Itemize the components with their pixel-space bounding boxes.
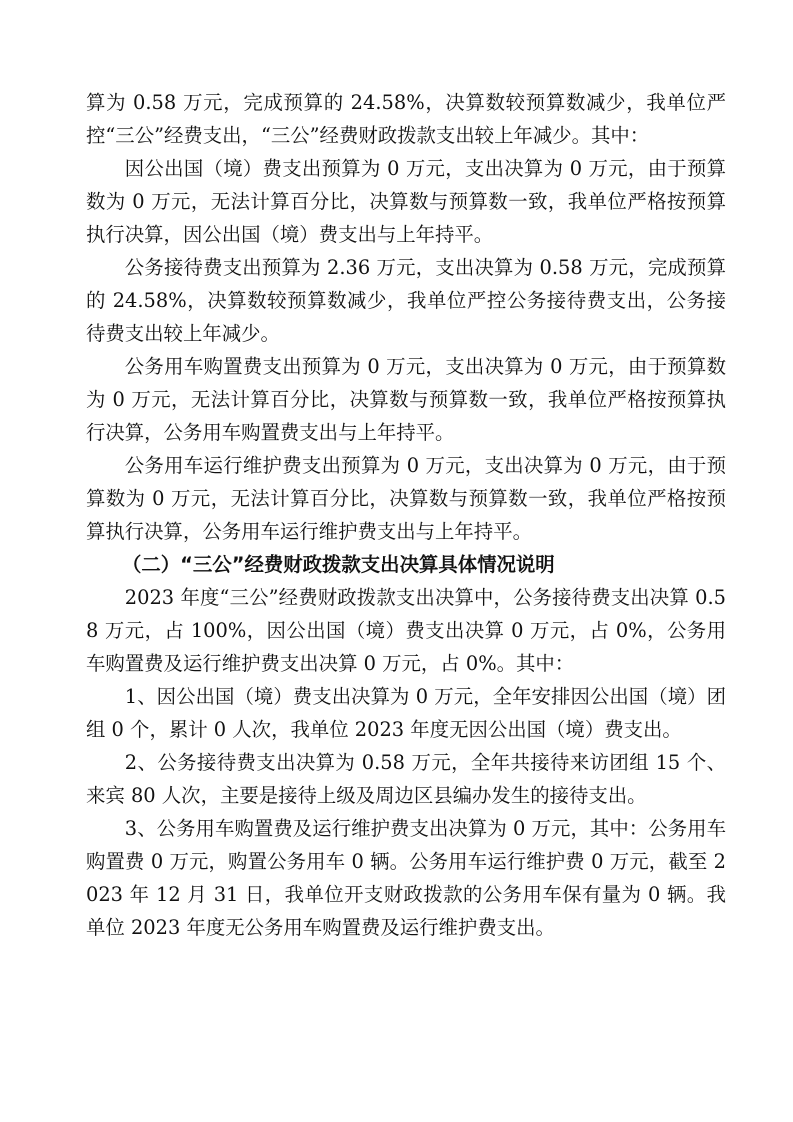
paragraph-section-summary: 2023 年度“三公”经费财政拨款支出决算中，公务接待费支出决算 0.58 万元，占 100%，因公出国（境）费支出决算 0 万元，占 0%，公务用车购置费及运行维护费支出决算 0 万元，占 0%。其中： bbox=[86, 586, 726, 675]
paragraph-continuation: 算为 0.58 万元，完成预算的 24.58%，决算数较预算数减少，我单位严控“三公”经费支出，“三公”经费财政拨款支出较上年减少。其中： bbox=[86, 91, 726, 147]
paragraph-item-3: 3、公务用车购置费及运行维护费支出决算为 0 万元，其中：公务用车购置费 0 万元，购置公务用车 0 辆。公务用车运行维护费 0 万元，截至 2023 年 12 月 31 日，我单位开支财政拨款的公务用车保有量为 0 辆。我单位 2023 年度无公务用车购置费及运行维护费支出。 bbox=[86, 817, 726, 939]
paragraph-overseas-trip-expense: 因公出国（境）费支出预算为 0 万元，支出决算为 0 万元，由于预算数为 0 万元，无法计算百分比，决算数与预算数一致，我单位严格按预算执行决算，因公出国（境）费支出与上年持平。 bbox=[86, 157, 726, 246]
section-heading: （二）“三公”经费财政拨款支出决算具体情况说明 bbox=[122, 553, 555, 576]
paragraph-item-2: 2、公务接待费支出决算为 0.58 万元，全年共接待来访团组 15 个、来宾 80 人次，主要是接待上级及周边区县编办发生的接待支出。 bbox=[86, 751, 726, 807]
paragraph-vehicle-purchase-expense: 公务用车购置费支出预算为 0 万元，支出决算为 0 万元，由于预算数为 0 万元，无法计算百分比，决算数与预算数一致，我单位严格按预算执行决算，公务用车购置费支出与上年持平。 bbox=[86, 355, 726, 444]
paragraph-item-1: 1、因公出国（境）费支出决算为 0 万元，全年安排因公出国（境）团组 0 个，累计 0 人次，我单位 2023 年度无因公出国（境）费支出。 bbox=[86, 685, 726, 741]
paragraph-reception-expense: 公务接待费支出预算为 2.36 万元，支出决算为 0.58 万元，完成预算的 24.58%，决算数较预算数减少，我单位严控公务接待费支出，公务接待费支出较上年减少。 bbox=[86, 256, 726, 345]
document-body bbox=[86, 86, 726, 944]
paragraph-vehicle-operation-expense: 公务用车运行维护费支出预算为 0 万元，支出决算为 0 万元，由于预算数为 0 万元，无法计算百分比，决算数与预算数一致，我单位严格按预算执行决算，公务用车运行维护费支出与上年持平。 bbox=[86, 454, 726, 543]
